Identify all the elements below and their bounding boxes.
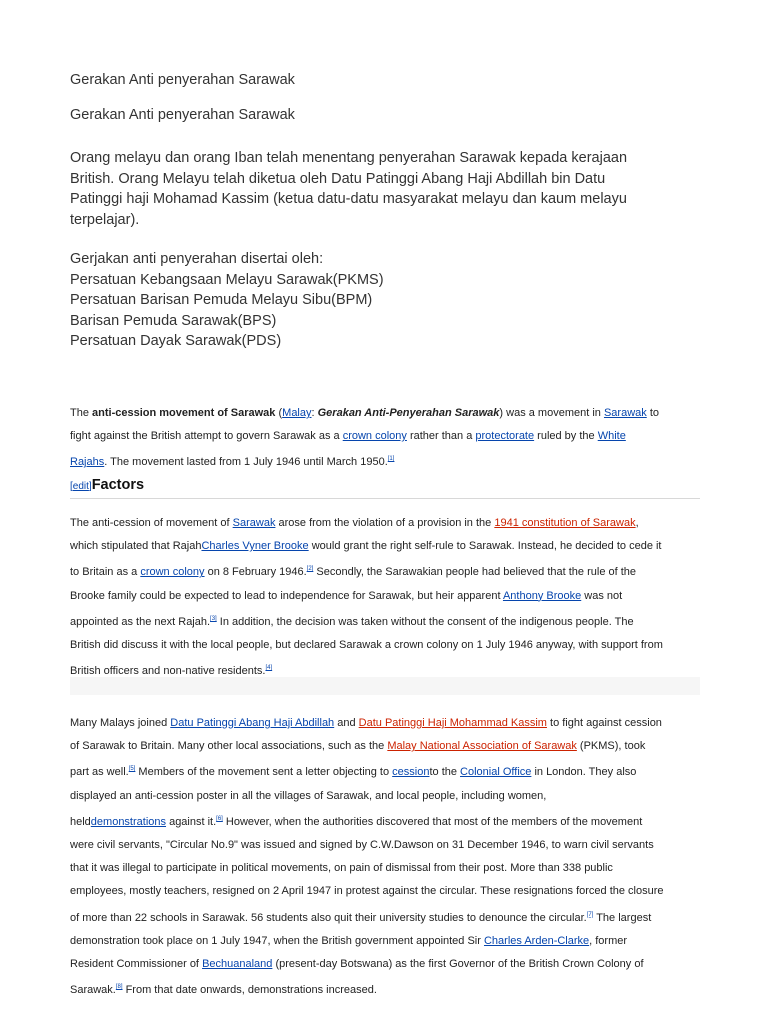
malay-paragraph [70, 148, 710, 230]
reference-link[interactable]: [6] [216, 815, 223, 822]
text-line: terpelajar). [70, 211, 140, 228]
text: was not [581, 589, 623, 602]
text: In addition, the decision was taken without the consent of the indigenous people. The [216, 615, 634, 628]
text: arose from the violation of a provision in the [275, 517, 495, 529]
link-bechuanaland[interactable]: Bechuanaland [202, 958, 273, 971]
text-line [70, 834, 706, 857]
text: fight against the British attempt to govern Sarawak as a [70, 430, 343, 443]
text-line [70, 425, 706, 448]
text: British officers and non-native residents. [70, 665, 266, 678]
text: Secondly, the Sarawakian people had believed that the rule of the [313, 566, 637, 579]
text-line [70, 904, 706, 930]
bold-term: anti-cession movement of Sarawak [92, 407, 276, 419]
text: to [646, 407, 659, 419]
bold-italic-term: Gerakan Anti-Penyerahan Sarawak [317, 407, 500, 419]
text: (PKMS), took [576, 740, 646, 753]
text-line [70, 930, 706, 953]
text: From that date onwards, demonstrations increased. [122, 984, 377, 997]
text-line [70, 558, 706, 584]
link-colonial-office[interactable]: Colonial Office [460, 766, 532, 779]
text-line: Orang melayu dan orang Iban telah menentang penyerahan Sarawak kepada kerajaan [70, 150, 628, 166]
link-sarawak[interactable]: Sarawak [603, 407, 647, 419]
text: (present-day Botswana) as the first Governor of the British Crown Colony of [272, 958, 644, 971]
reference-link[interactable]: [7] [586, 911, 594, 918]
section-divider [70, 677, 700, 695]
text: , [635, 517, 639, 529]
link-white-rajahs[interactable]: White [597, 430, 626, 443]
link-cession[interactable]: cession [392, 766, 430, 779]
text-line [70, 976, 706, 1002]
document-title: Gerakan Anti penyerahan Sarawak [70, 72, 295, 88]
text-line [70, 512, 706, 535]
text-line [70, 402, 706, 425]
list-item: Persatuan Dayak Sarawak(PDS) [70, 333, 282, 349]
text: demonstration took place on 1 July 1947, when the British government appointed Sir [70, 934, 484, 947]
text: , former [589, 934, 628, 947]
link-charles-arden-clarke[interactable]: Charles Arden-Clarke [483, 934, 590, 947]
link-charles-vyner-brooke[interactable]: Charles Vyner Brooke [201, 540, 309, 553]
edit-link[interactable]: edit [72, 481, 89, 492]
text-line [70, 880, 706, 903]
text: on 8 February 1946. [204, 566, 307, 579]
text: that it was illegal to participate in political movements, on pain of dismissal from their post. More than 338 public [70, 862, 613, 875]
link-mohammad-kassim[interactable]: Datu Patinggi Haji Mohammad Kassim [358, 717, 547, 729]
link-crown-colony[interactable]: crown colony [140, 566, 205, 579]
text: of more than 22 schools in Sarawak. 56 students also quit their university studies to denounce the circular. [70, 911, 587, 924]
text: However, when the authorities discovered that most of the members of the movement [222, 815, 643, 828]
reference-link[interactable]: [5] [128, 766, 136, 773]
text: to fight against cession [546, 717, 662, 729]
link-white-rajahs[interactable]: Rajahs [70, 456, 105, 469]
link-protectorate[interactable]: protectorate [475, 430, 535, 443]
text: in London. They also [531, 766, 637, 779]
text: Many Malays joined [70, 717, 171, 729]
text: and [334, 717, 359, 729]
text: were civil servants, "Circular No.9" was issued and signed by C.W.Dawson on 31 December 1946, to warn civil servants [70, 839, 654, 852]
text-line [70, 448, 706, 474]
text: Resident Commissioner of [70, 958, 203, 971]
text-line [70, 585, 706, 608]
text: to Britain as a [70, 566, 141, 579]
movement-paragraph [70, 712, 706, 1002]
link-1941-constitution[interactable]: 1941 constitution of Sarawak [494, 517, 636, 529]
text: The [70, 407, 93, 419]
edit-link-wrapper: [edit] [70, 481, 92, 492]
text: ) was a movement in [499, 407, 604, 419]
text: appointed as the next Rajah. [70, 615, 211, 628]
section-heading-text: Factors [91, 477, 145, 493]
reference-link[interactable]: [4] [265, 665, 273, 672]
text: to the [429, 766, 461, 779]
text: Members of the movement sent a letter objecting to [135, 766, 393, 779]
text: Brooke family could be expected to lead to independence for Sarawak, but heir apparent [70, 589, 503, 602]
text-line [70, 535, 706, 558]
link-anthony-brooke[interactable]: Anthony Brooke [502, 589, 582, 602]
link-demonstrations[interactable]: demonstrations [90, 815, 167, 828]
text-line [70, 808, 706, 834]
link-malay[interactable]: Malay [282, 407, 312, 419]
text: . The movement lasted from 1 July 1946 until March 1950. [104, 456, 388, 469]
text: part as well. [70, 766, 129, 779]
text: against it. [166, 815, 217, 828]
text: of Sarawak to Britain. Many other local associations, such as the [70, 740, 388, 753]
text-line [70, 857, 706, 880]
text: displayed an anti-cession poster in all the villages of Sarawak, and local people, including women, [70, 789, 547, 802]
document-subtitle: Gerakan Anti penyerahan Sarawak [70, 107, 295, 123]
text: would grant the right self-rule to Sarawak. Instead, he decided to cede it [308, 540, 662, 553]
link-malay-national-association[interactable]: Malay National Association of Sarawak [387, 740, 577, 753]
section-heading-factors [70, 476, 700, 499]
text-line [70, 953, 706, 976]
text-line [70, 608, 706, 634]
reference-link[interactable]: [8] [115, 984, 123, 991]
list-item: Persatuan Barisan Pemuda Melayu Sibu(BPM) [70, 292, 373, 308]
text: held [70, 815, 91, 828]
text-line [70, 735, 706, 758]
reference-link[interactable]: [1] [387, 456, 395, 463]
reference-link[interactable]: [2] [306, 566, 314, 573]
text: Sarawak. [70, 984, 116, 997]
text: employees, mostly teachers, resigned on 2 April 1947 in protest against the circular. These resignations forced the closure [70, 885, 664, 898]
text: British did discuss it with the local people, but declared Sarawak a crown colony on 1 July 1946 anyway, with support from [70, 639, 663, 652]
text: which stipulated that Rajah [70, 540, 202, 553]
factors-paragraph [70, 512, 706, 683]
text-line: British. Orang Melayu telah diketua oleh Datu Patinggi Abang Haji Abdillah bin Datu [70, 170, 606, 187]
link-sarawak[interactable]: Sarawak [232, 517, 276, 529]
text-line [70, 712, 706, 735]
text: ( [275, 407, 283, 419]
link-abang-haji-abdillah[interactable]: Datu Patinggi Abang Haji Abdillah [170, 717, 335, 729]
reference-link[interactable]: [3] [210, 615, 217, 622]
text-line [70, 634, 706, 657]
list-item: Barisan Pemuda Sarawak(BPS) [70, 312, 277, 329]
text: : [311, 407, 318, 419]
link-crown-colony[interactable]: crown colony [342, 430, 407, 443]
groups-intro: Gerjakan anti penyerahan disertai oleh: [70, 251, 324, 267]
text-line [70, 785, 706, 808]
intro-paragraph [70, 402, 706, 475]
list-item: Persatuan Kebangsaan Melayu Sarawak(PKMS) [70, 271, 384, 288]
text: The largest [593, 911, 652, 924]
text-line [70, 758, 706, 784]
groups-list [70, 249, 710, 352]
text-line: Patinggi haji Mohamad Kassim (ketua datu-datu masyarakat melayu dan kaum melayu [70, 191, 627, 207]
text: ruled by the [534, 430, 598, 443]
text: rather than a [406, 430, 476, 443]
text: The anti-cession of movement of [70, 517, 233, 529]
